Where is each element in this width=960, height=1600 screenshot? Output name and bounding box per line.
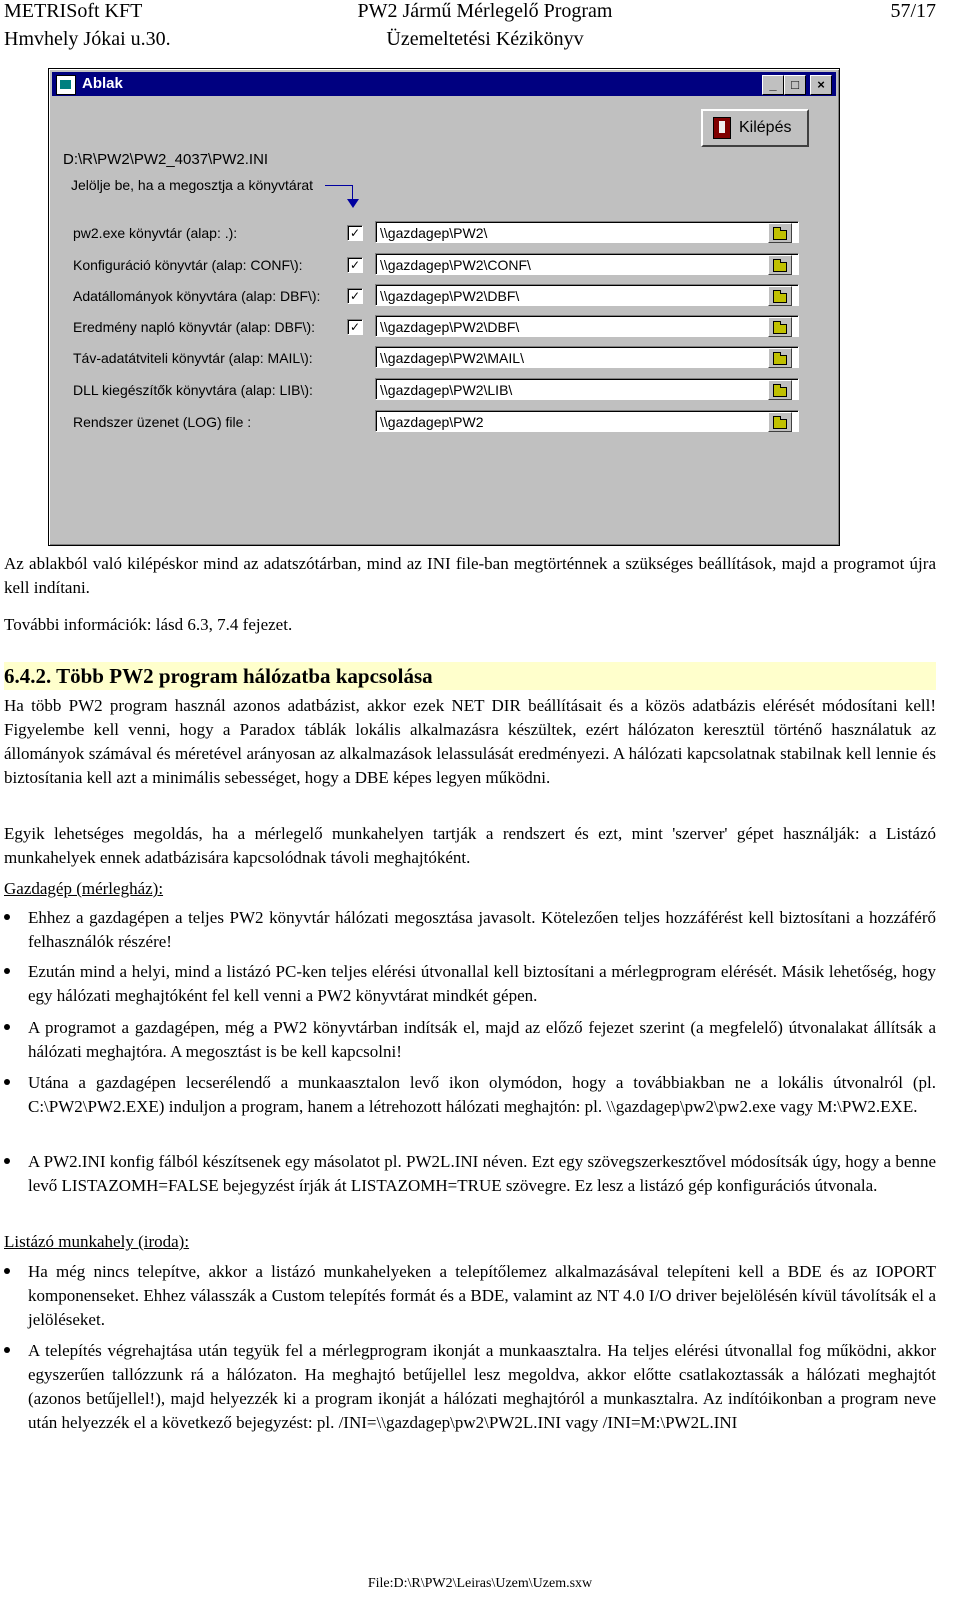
directory-row [49, 378, 839, 404]
company-address: Hmvhely Jókai u.30. [4, 28, 171, 50]
exit-button[interactable] [701, 109, 809, 147]
share-checkbox[interactable]: ✓ [347, 257, 363, 273]
directory-path-value: \\gazdagep\PW2 [380, 414, 484, 430]
share-checkbox[interactable]: ✓ [347, 288, 363, 304]
browse-folder-icon[interactable] [768, 317, 792, 337]
directory-row [49, 284, 839, 310]
directory-row [49, 221, 839, 247]
paragraph-more-info: További információk: lásd 6.3, 7.4 fejezet. [4, 615, 293, 634]
window-title: Ablak [82, 75, 123, 92]
list-item-text: A telepítés végrehajtása után tegyük fel a mérlegprogram ikonját a munkaasztalra. Ha teljes elérési útvonallal fog működni, akkor egyszerűen tallózzunk rá a hálózaton. Ha meghajtó betűjellel lesz megoldva, akkor előtte csatlakoztassák a hálózati meghajtót (azonos betűjellel!), majd helyezzék ki a program ikonját a hálózati meghajtóról a munkasztalra. Az indítóikonban a program neve után helyezzék el a következő bejegyzést: pl. /INI=\\gazdagep\pw2\PW2L.INI vagy /INI=M:\PW2L.INI [28, 1341, 936, 1432]
list-item-text: Ezután mind a helyi, mind a listázó PC-ken teljes elérési útvonallal kell biztosítani a mérlegprogram elérését. Másik lehetőség, hogy egy hálózati meghajtóként fel kell venni a PW2 könyvtárat mindkét gépen. [28, 962, 936, 1005]
directory-label: Adatállományok könyvtára (alap: DBF\): [73, 288, 321, 304]
close-button[interactable]: × [810, 75, 832, 95]
paragraph-network: Ha több PW2 program használ azonos adatbázist, akkor ezek NET DIR beállításait és a közös adatbázis elérését módosítani kell! Figyelembe kell venni, hogy a Paradox táblák lokális alkalmazásra készültek, ezért hálózaton keresztül történő használatuk az állományok számával és méretével arányosan az alkalmazások lelassulását eredményezi. A hálózati kapcsolatnak stabilnak kell lennie és biztosítania kell azt a minimális sebességet, hogy a DBE képes legyen működni. [4, 696, 936, 787]
share-hint: Jelölje be, ha a megosztja a könyvtárat [71, 177, 314, 193]
share-checkbox[interactable]: ✓ [347, 225, 363, 241]
directory-label: Táv-adatátviteli könyvtár (alap: MAIL\): [73, 350, 313, 366]
ini-file-path: D:\R\PW2\PW2_4037\PW2.INI [63, 151, 269, 168]
directory-label: pw2.exe könyvtár (alap: .): [73, 225, 238, 241]
browse-folder-icon[interactable] [768, 223, 792, 243]
browse-folder-icon[interactable] [768, 348, 792, 368]
directory-label: Eredmény napló könyvtár (alap: DBF\): [73, 319, 315, 335]
window-titlebar[interactable] [52, 72, 836, 96]
bullet-icon [4, 1268, 10, 1274]
directory-path-value: \\gazdagep\PW2\MAIL\ [380, 350, 524, 366]
directory-path-value: \\gazdagep\PW2\DBF\ [380, 288, 520, 304]
app-icon [56, 75, 76, 95]
list-item-text: Ehhez a gazdagépen a teljes PW2 könyvtár hálózati megosztása javasolt. Kötelezően teljes hozzáférést kell biztosítani a hozzáférő felhasználók részére! [28, 908, 936, 951]
subheading-host: Gazdagép (mérlegház): [4, 879, 164, 898]
settings-window [48, 68, 840, 546]
program-title: PW2 Jármű Mérlegelő Program [357, 0, 613, 22]
directory-row [49, 253, 839, 279]
directory-path-input[interactable] [375, 284, 799, 306]
directory-path-value: \\gazdagep\PW2\DBF\ [380, 319, 520, 335]
page-number: 57/17 [890, 0, 936, 22]
minimize-button[interactable]: _ [762, 75, 784, 95]
directory-path-input[interactable] [375, 253, 799, 275]
list-item-text: A programot a gazdagépen, még a PW2 könyvtárban indítsák el, majd az előző fejezet szerint (a megfelelő) útvonalakat állítsák a hálózati meghajtóra. A megosztást is be kell kapcsolni! [28, 1018, 936, 1061]
paragraph-exit-info: Az ablakból való kilépéskor mind az adatszótárban, mind az INI file-ban megtörténnek a szükséges beállítások, majd a programot újra kell indítani. [4, 554, 936, 597]
directory-row [49, 410, 839, 436]
page-header [0, 0, 960, 56]
arrow-down-icon [347, 199, 359, 208]
directory-path-value: \\gazdagep\PW2\ [380, 225, 488, 241]
bullet-icon [4, 1347, 10, 1353]
manual-title: Üzemeltetési Kézikönyv [386, 28, 584, 50]
directory-path-value: \\gazdagep\PW2\CONF\ [380, 257, 531, 273]
directory-label: DLL kiegészítők könyvtára (alap: LIB\): [73, 382, 313, 398]
paragraph-solution: Egyik lehetséges megoldás, ha a mérlegelő munkahelyen tartják a rendszert és ezt, mint 'szerver' gépet használják: a Listázó munkahelyek ennek adatbázisára kapcsolódnak távoli meghajtóként. [4, 824, 936, 867]
directory-row [49, 346, 839, 372]
directory-path-input[interactable] [375, 315, 799, 337]
bullet-icon [4, 1024, 10, 1030]
directory-path-input[interactable] [375, 410, 799, 432]
door-icon [713, 117, 731, 139]
exit-button-label: Kilépés [739, 119, 792, 136]
bullet-icon [4, 968, 10, 974]
maximize-button[interactable]: □ [784, 75, 806, 95]
browse-folder-icon[interactable] [768, 255, 792, 275]
page-footer: File:D:\R\PW2\Leiras\Uzem\Uzem.sxw [367, 1576, 593, 1591]
browse-folder-icon[interactable] [768, 412, 792, 432]
share-checkbox[interactable]: ✓ [347, 319, 363, 335]
browse-folder-icon[interactable] [768, 380, 792, 400]
arrow-line [325, 185, 353, 186]
directory-path-input[interactable] [375, 221, 799, 243]
bullet-icon [4, 1079, 10, 1085]
directory-path-input[interactable] [375, 378, 799, 400]
directory-path-input[interactable] [375, 346, 799, 368]
directory-path-value: \\gazdagep\PW2\LIB\ [380, 382, 513, 398]
directory-row [49, 315, 839, 341]
section-heading: 6.4.2. Több PW2 program hálózatba kapcsolása [4, 662, 936, 690]
list-item-text: Ha még nincs telepítve, akkor a listázó munkahelyeken a telepítőlemez alkalmazásával telepíteni kell a BDE és az IOPORT komponenseket. Ehhez válasszák a Custom telepítés formát és a BDE, valamint az NT 4.0 I/O driver bejelölésén kívül távolítsák el a jelöléseket. [28, 1262, 936, 1329]
bullet-icon [4, 1158, 10, 1164]
directory-label: Konfiguráció könyvtár (alap: CONF\): [73, 257, 303, 273]
company-name: METRISoft KFT [4, 0, 143, 22]
list-item-text: Utána a gazdagépen lecserélendő a munkaasztalon levő ikon olymódon, hogy a továbbiakban ne a lokális útvonalról (pl. C:\PW2\PW2.EXE) induljon a program, hanem a létrehozott hálózati meghajtón: pl. \\gazdagep\pw2\pw2.exe vagy M:\PW2.EXE. [28, 1073, 936, 1116]
browse-folder-icon[interactable] [768, 286, 792, 306]
directory-label: Rendszer üzenet (LOG) file : [73, 414, 252, 430]
bullet-icon [4, 914, 10, 920]
subheading-client: Listázó munkahely (iroda): [4, 1232, 190, 1251]
list-item-text: A PW2.INI konfig fálból készítsenek egy másolatot pl. PW2L.INI néven. Ezt egy szövegszerkesztővel módosítsák úgy, hogy a benne levő LISTAZOMH=FALSE bejegyzést írják át LISTAZOMH=TRUE szövegre. Ez lesz a listázó gép konfigurációs útvonala. [28, 1152, 936, 1195]
